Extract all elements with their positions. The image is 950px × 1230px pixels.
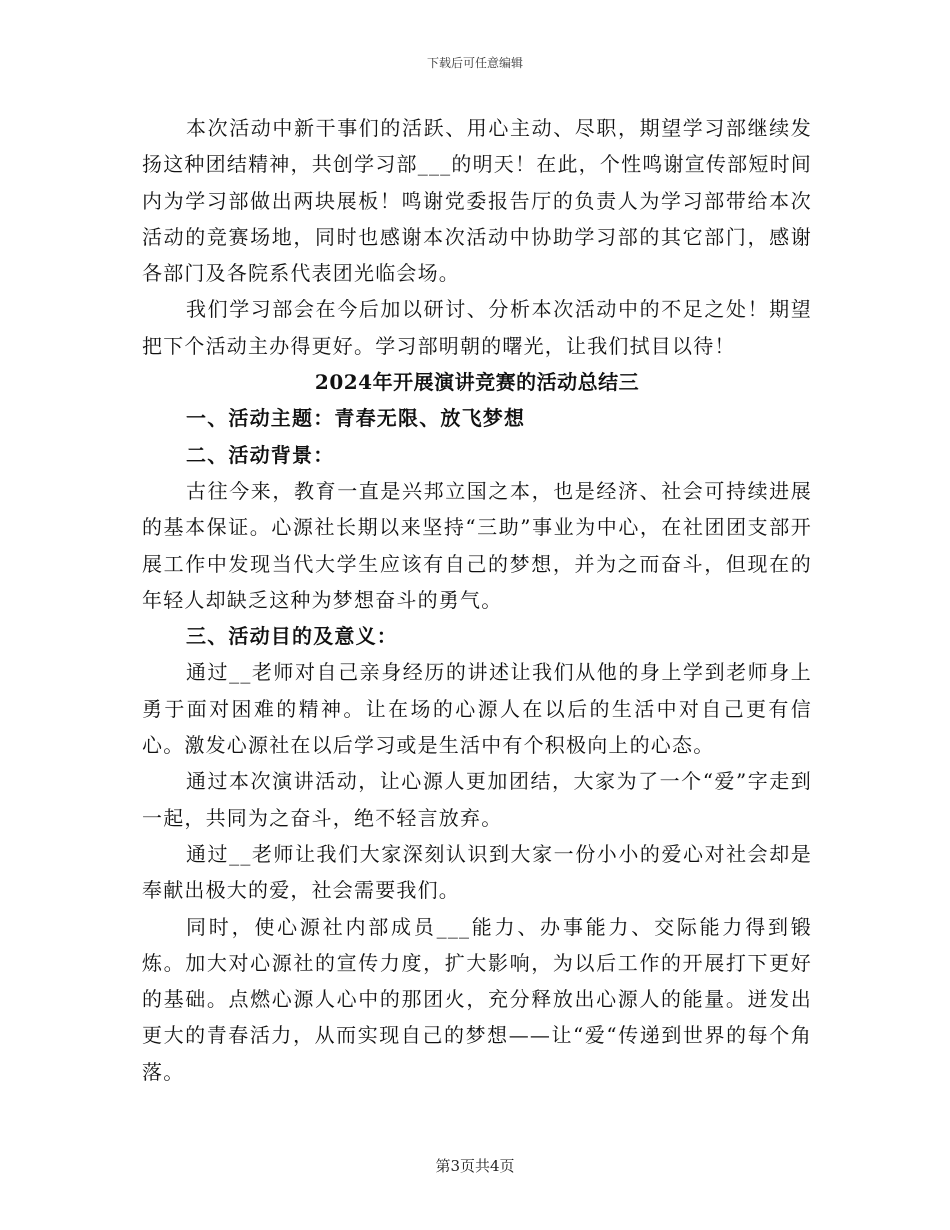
paragraph-purpose-2: 通过本次演讲活动，让心源人更加团结，大家为了一个“爱”字走到一起，共同为之奋斗，绝不轻言放弃。 xyxy=(142,769,812,830)
heading-theme: 一、活动主题：青春无限、放飞梦想 xyxy=(186,406,526,431)
paragraph-thanks: 本次活动中新干事们的活跃、用心主动、尽职，期望学习部继续发扬这种团结精神，共创学习部___的明天！在此，个性鸣谢宣传部短时间内为学习部做出两块展板！鸣谢党委报告厅的负责人为学习部带给本次活动的竞赛场地，同时也感谢本次活动中协助学习部的其它部门，感谢各部门及各院系代表团光临会场。 xyxy=(142,116,812,286)
paragraph-purpose-3: 通过__老师让我们大家深刻认识到大家一份小小的爱心对社会却是奉献出极大的爱，社会需要我们。 xyxy=(142,841,812,903)
document-body xyxy=(142,110,812,1090)
paragraph-outlook: 我们学习部会在今后加以研讨、分析本次活动中的不足之处！期望把下个活动主办得更好。学习部明朝的曙光，让我们拭目以待！ xyxy=(142,297,812,358)
heading-purpose: 三、活动目的及意义： xyxy=(186,624,398,649)
section-title: 2024年开展演讲竞赛的活动总结三 xyxy=(314,370,640,395)
paragraph-background: 古往今来，教育一直是兴邦立国之本，也是经济、社会可持续进展的基本保证。心源社长期以来坚持“三助”事业为中心，在社团团支部开展工作中发现当代大学生应该有自己的梦想，并为之而奋斗，但现在的年轻人却缺乏这种为梦想奋斗的勇气。 xyxy=(142,478,812,612)
paragraph-purpose-1: 通过__老师对自己亲身经历的讲述让我们从他的身上学到老师身上勇于面对困难的精神。让在场的心源人在以后的生活中对自己更有信心。激发心源社在以后学习或是生活中有个积极向上的心态。 xyxy=(142,660,812,758)
page-header: 下载后可任意编辑 xyxy=(426,56,523,70)
heading-background: 二、活动背景： xyxy=(186,442,335,467)
paragraph-purpose-4: 同时，使心源社内部成员___能力、办事能力、交际能力得到锻炼。加大对心源社的宣传力度，扩大影响，为以后工作的开展打下更好的基础。点燃心源人心中的那团火，充分释放出心源人的能量。迸发出更大的青春活力，从而实现自己的梦想——让“爱“传递到世界的每个角落。 xyxy=(142,914,812,1084)
page-footer: 第3页共4页 xyxy=(435,1157,515,1175)
